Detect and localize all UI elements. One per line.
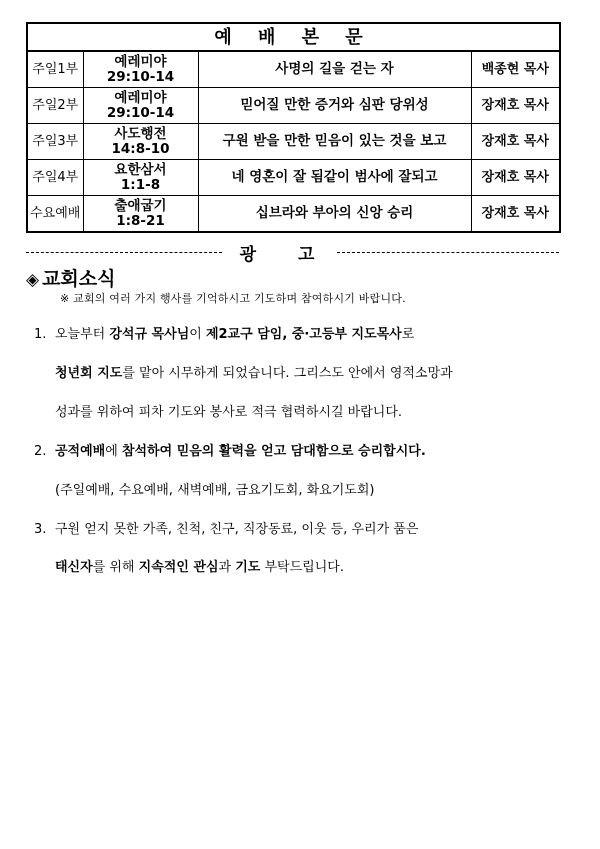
scripture-reference <box>83 51 198 88</box>
announcement-2-line-1 <box>34 440 426 459</box>
heading-divider-left <box>26 252 222 253</box>
church-news-title <box>26 264 116 291</box>
worship-scripture-table <box>26 22 561 233</box>
text-run-bold: 참석하여 믿음의 활력을 얻고 담대함으로 승리합시다. <box>121 444 426 459</box>
service-name: 수요예배 <box>27 196 83 233</box>
text-run: 에 <box>105 444 122 459</box>
announcements-heading-label: 광 고 <box>239 245 333 265</box>
scripture-book: 사도행전 <box>114 125 167 142</box>
scripture-book: 예레미야 <box>114 53 167 70</box>
scripture-verses: 29:10-14 <box>106 68 175 85</box>
text-run-bold: 지속적인 관심 <box>138 560 219 575</box>
scripture-reference <box>83 160 198 196</box>
text-run: 로 <box>401 327 415 342</box>
service-name: 주일2부 <box>27 88 83 124</box>
text-run: 과 <box>218 560 236 575</box>
scripture-verses: 29:10-14 <box>106 104 175 121</box>
sermon-title: 십브라와 부아의 신앙 승리 <box>198 196 471 233</box>
text-run: 오늘부터 <box>55 327 110 342</box>
text-run: 를 맡아 시무하게 되었습니다. 그리스도 안에서 영적소망과 <box>122 366 453 381</box>
scripture-verses: 1:1-8 <box>120 176 161 193</box>
sermon-title: 믿어질 만한 증거와 심판 당위성 <box>198 88 471 124</box>
church-news-label: 교회소식 <box>42 268 116 290</box>
announcement-number: 1. <box>34 327 47 342</box>
announcement-1-line-2 <box>55 362 453 381</box>
text-run-bold: 강석규 목사님 <box>109 327 190 342</box>
announcements-heading <box>26 240 559 265</box>
diamond-bullet-icon: ◈ <box>26 270 40 290</box>
announcement-3-line-1 <box>34 518 418 537</box>
announcement-number: 3. <box>34 522 47 537</box>
preacher-name: 백종현 목사 <box>471 51 560 88</box>
text-run-bold: 태신자 <box>55 560 93 575</box>
text-run: 구원 얻지 못한 가족, 친척, 친구, 직장동료, 이웃 등, 우리가 품은 <box>55 522 419 537</box>
preacher-name: 장재호 목사 <box>471 196 560 233</box>
text-run-bold: 공적예배 <box>55 444 106 459</box>
text-run: 부탁드립니다. <box>260 560 344 575</box>
text-run: 이 <box>189 327 206 342</box>
text-run: 를 위해 <box>92 560 139 575</box>
text-run-bold: 제2교구 담임, 중·고등부 지도목사 <box>205 327 402 342</box>
announcement-1-line-3: 성과를 위하여 피차 기도와 봉사로 적극 협력하시길 바랍니다. <box>55 405 403 420</box>
text-run-bold: 기도 <box>235 560 261 575</box>
scripture-book: 출애굽기 <box>114 197 167 214</box>
table-row <box>27 160 560 196</box>
scripture-verses: 14:8-10 <box>111 140 170 157</box>
sermon-title: 네 영혼이 잘 됨같이 범사에 잘되고 <box>198 160 471 196</box>
sermon-title: 구원 받을 만한 믿음이 있는 것을 보고 <box>198 124 471 160</box>
table-row <box>27 124 560 160</box>
text-run-bold: 청년회 지도 <box>55 366 123 381</box>
scripture-verses: 1:8-21 <box>116 212 165 229</box>
table-row <box>27 196 560 233</box>
service-name: 주일1부 <box>27 51 83 88</box>
preacher-name: 장재호 목사 <box>471 88 560 124</box>
announcement-2-line-2: (주일예배, 수요예배, 새벽예배, 금요기도회, 화요기도회) <box>55 483 375 498</box>
preacher-name: 장재호 목사 <box>471 124 560 160</box>
heading-divider-right <box>337 252 559 253</box>
church-news-note: ※ 교회의 여러 가지 행사를 기억하시고 기도하며 참여하시기 바랍니다. <box>60 292 406 305</box>
table-row <box>27 51 560 88</box>
preacher-name: 장재호 목사 <box>471 160 560 196</box>
scripture-book: 예레미야 <box>114 89 167 106</box>
table-row <box>27 88 560 124</box>
sermon-title: 사명의 길을 걷는 자 <box>198 51 471 88</box>
scripture-reference <box>83 124 198 160</box>
announcement-3-line-2 <box>55 556 344 575</box>
announcement-1-line-1 <box>34 323 414 342</box>
scripture-reference <box>83 88 198 124</box>
scripture-reference <box>83 196 198 233</box>
announcement-number: 2. <box>34 444 47 459</box>
worship-table-heading: 예 배 본 문 <box>27 23 560 51</box>
service-name: 주일4부 <box>27 160 83 196</box>
service-name: 주일3부 <box>27 124 83 160</box>
scripture-book: 요한삼서 <box>114 161 167 178</box>
